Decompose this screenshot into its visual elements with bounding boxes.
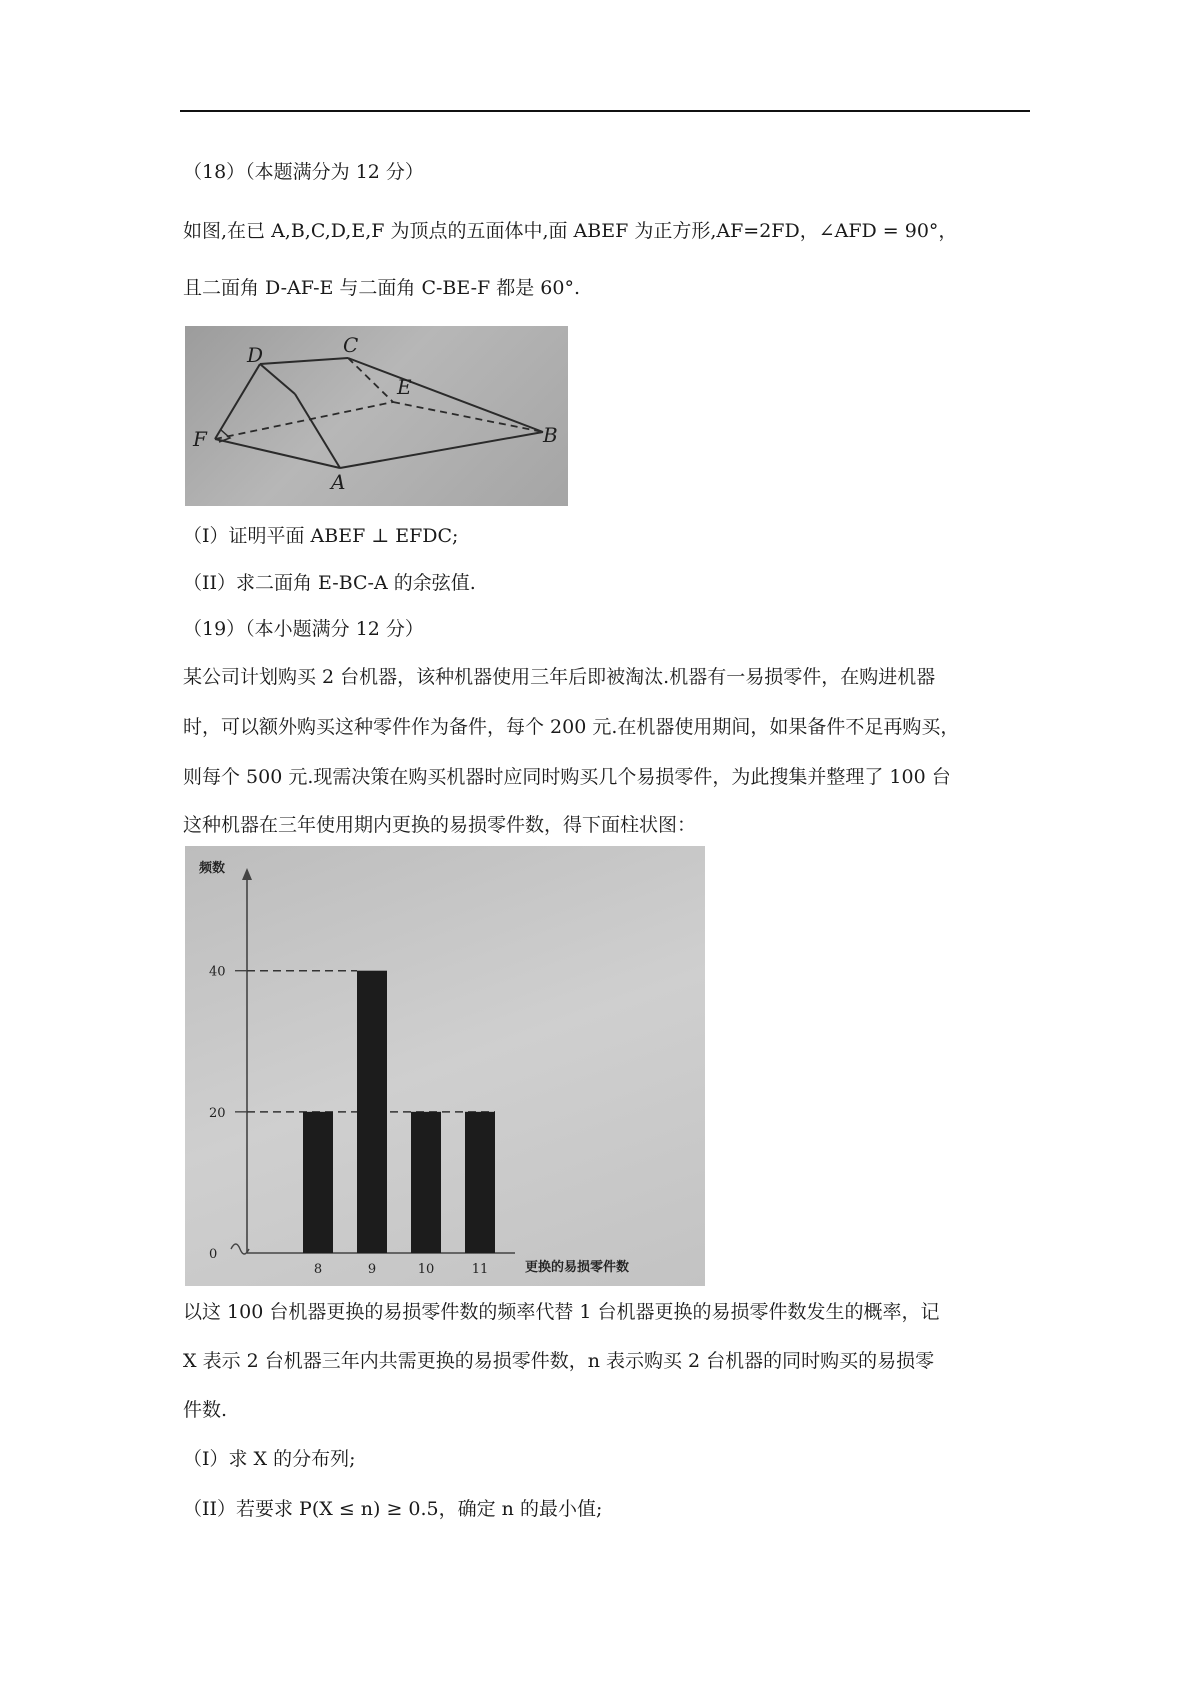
bar-10 <box>411 1112 441 1253</box>
edge-fa <box>215 439 340 468</box>
label-a: A <box>331 470 346 494</box>
x-tick-label-8: 8 <box>313 1262 323 1277</box>
edge-mid-a <box>295 394 340 468</box>
q19-part1: （I）求 X 的分布列; <box>183 1448 356 1470</box>
q19-stem-line2: 时，可以额外购买这种零件作为备件，每个 200 元.在机器使用期间，如果备件不足再购买， <box>183 716 960 738</box>
bar-11 <box>465 1112 495 1253</box>
q18-stem-line1: 如图,在已 A,B,C,D,E,F 为顶点的五面体中,面 ABEF 为正方形,AF=2FD，∠AFD = 90°， <box>183 220 958 242</box>
y-tick-label: 40 <box>209 964 226 980</box>
bar-8 <box>303 1112 333 1253</box>
edge-eb-hidden <box>393 402 543 432</box>
q19-after-line2: X 表示 2 台机器三年内共需更换的易损零件数，n 表示购买 2 台机器的同时购买的易损零 <box>183 1350 935 1372</box>
q19-after-line1: 以这 100 台机器更换的易损零件数的频率代替 1 台机器更换的易损零件数发生的概率，记 <box>183 1301 940 1323</box>
edge-ce-hidden <box>348 358 393 402</box>
x-axis-label: 更换的易损零件数 <box>525 1260 630 1275</box>
q18-part2: （II）求二面角 E-BC-A 的余弦值. <box>183 572 476 594</box>
q18-header: （18）（本题满分为 12 分） <box>183 161 424 183</box>
q19-header: （19）（本小题满分 12 分） <box>183 618 424 640</box>
y-tick-label: 20 <box>209 1105 226 1121</box>
q19-stem-line3: 则每个 500 元.现需决策在购买机器时应同时购买几个易损零件，为此搜集并整理了 100 台 <box>183 766 951 788</box>
label-f: F <box>193 427 207 451</box>
edge-dc <box>260 358 348 364</box>
pentahedron-figure <box>185 326 568 506</box>
bar-9 <box>357 971 387 1253</box>
y-axis-label: 频数 <box>199 861 226 876</box>
label-d: D <box>247 343 264 367</box>
q18-stem-line2: 且二面角 D-AF-E 与二面角 C-BE-F 都是 60°. <box>183 277 581 299</box>
bar-chart <box>185 846 705 1286</box>
edge-d-mid <box>260 364 295 394</box>
x-tick-label-9: 9 <box>367 1262 377 1277</box>
y-tick-label: 0 <box>209 1247 218 1262</box>
y-axis-arrow <box>242 868 252 880</box>
edge-cb <box>348 358 543 432</box>
x-tick-label-10: 10 <box>417 1262 435 1277</box>
label-e: E <box>397 375 412 399</box>
header-rule <box>180 110 1030 112</box>
q18-part1: （I）证明平面 ABEF ⊥ EFDC; <box>183 525 459 547</box>
x-tick-label-11: 11 <box>471 1262 489 1277</box>
q19-part2: （II）若要求 P(X ≤ n) ≥ 0.5，确定 n 的最小值; <box>183 1498 603 1520</box>
q19-stem-line1: 某公司计划购买 2 台机器，该种机器使用三年后即被淘汰.机器有一易损零件，在购进机器 <box>183 666 936 688</box>
label-b: B <box>543 423 558 447</box>
edge-df <box>215 364 260 439</box>
q19-after-line3: 件数. <box>183 1399 228 1421</box>
q19-stem-line4: 这种机器在三年使用期内更换的易损零件数，得下面柱状图： <box>183 814 697 836</box>
edge-ab <box>340 432 543 468</box>
label-c: C <box>343 333 359 357</box>
